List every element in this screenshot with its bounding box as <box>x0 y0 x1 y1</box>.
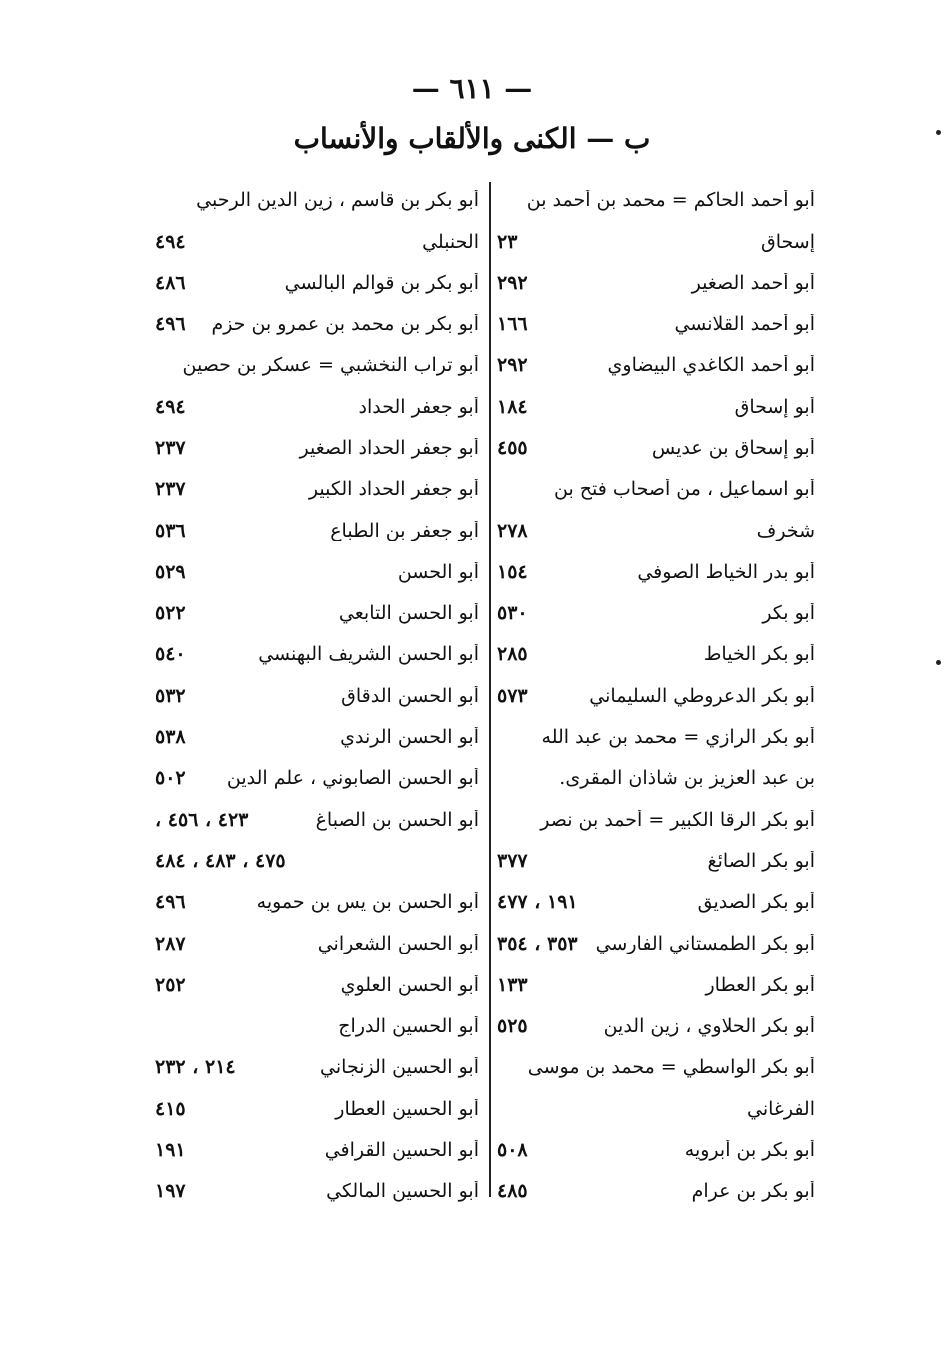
entry-page-numbers: ٢٨٧ <box>155 932 186 955</box>
entry-name: أبو الحسن الصابوني ، علم الدين <box>226 768 479 790</box>
index-entry <box>497 180 815 221</box>
entry-name: أبو الحسين الزنجاني <box>320 1057 479 1079</box>
entry-page-numbers: ٢٣ <box>497 230 518 253</box>
entry-page-numbers: ٢٧٨ <box>497 519 528 542</box>
index-entry <box>497 882 815 923</box>
index-entry <box>497 263 815 304</box>
entry-name: أبو بكر الحلاوي ، زين الدين <box>603 1016 815 1038</box>
index-entry <box>155 758 479 799</box>
index-entry <box>155 923 479 964</box>
entry-page-numbers: ٥٠٨ <box>497 1139 528 1162</box>
index-entry <box>155 510 479 551</box>
index-entry <box>497 1130 815 1171</box>
index-entry <box>497 799 815 840</box>
entry-name: أبو الحسن الشعراني <box>317 933 479 955</box>
entry-name: أبو الحسن العلوي <box>340 974 479 996</box>
index-entry <box>497 1171 815 1212</box>
entry-name: أبو الحسين القرافي <box>324 1140 479 1161</box>
index-entry <box>155 469 479 510</box>
index-entry <box>497 469 815 510</box>
index-entry <box>155 965 479 1006</box>
entry-name: الحنبلي <box>422 231 479 253</box>
index-entry <box>155 386 479 427</box>
entry-name: أبو بكر بن عرام <box>691 1181 815 1203</box>
index-entry <box>497 345 815 386</box>
entry-name: أبو الحسين المالكي <box>326 1181 479 1203</box>
right-column <box>497 180 815 1212</box>
index-entry <box>155 1089 479 1130</box>
entry-name: أبو جعفر الحداد <box>358 396 479 418</box>
index-entry <box>497 923 815 964</box>
index-entry <box>155 1130 479 1171</box>
index-entry <box>497 304 815 345</box>
entry-name: أبو بكر الخياط <box>703 644 815 666</box>
entry-page-numbers: ٤٩٤ <box>155 230 186 253</box>
entry-page-numbers: ٤٧٥ ، ٤٨٣ ، ٤٨٤ <box>155 849 286 872</box>
index-entry <box>155 634 479 675</box>
entry-page-numbers: ٥٣٨ <box>155 726 186 749</box>
entry-name: أبو بكر بن قاسم ، زين الدين الرحبي <box>196 190 479 212</box>
entry-name: أبو اسماعيل ، من أصحاب فتح بن <box>553 479 815 501</box>
index-entry <box>497 676 815 717</box>
entry-name: أبو الحسن بن يس بن حمويه <box>256 892 479 914</box>
index-entry <box>155 428 479 469</box>
entry-page-numbers: ١٩١ <box>155 1139 186 1162</box>
index-entry <box>497 1006 815 1047</box>
entry-page-numbers: ١٨٤ <box>497 395 528 418</box>
entry-page-numbers: ٢٨٥ <box>497 643 528 666</box>
entry-name: أبو بكر الطمستاني الفارسي <box>595 933 815 955</box>
entry-page-numbers: ٤٥٥ <box>497 436 528 459</box>
entry-name: أبو الحسن الشريف البهنسي <box>258 644 479 666</box>
entry-name: أبو إسحاق بن عديس <box>651 437 815 459</box>
index-entry <box>155 263 479 304</box>
entry-name: أبو أحمد الكاغدي البيضاوي <box>607 355 815 377</box>
entry-page-numbers: ٣٧٧ <box>497 849 528 872</box>
entry-name: أبو الحسين الدراج <box>338 1016 479 1038</box>
entry-page-numbers: ٤٨٥ <box>497 1180 528 1203</box>
entry-page-numbers: ٥٤٠ <box>155 643 186 666</box>
entry-name: أبو بكر الصديق <box>697 892 815 914</box>
index-entry <box>497 634 815 675</box>
entry-page-numbers: ٥٣٢ <box>155 684 186 707</box>
margin-speck <box>936 130 941 135</box>
index-entry <box>497 510 815 551</box>
entry-page-numbers: ٥٢٢ <box>155 602 186 625</box>
index-entry <box>155 552 479 593</box>
entry-page-numbers: ١٥٤ <box>497 560 528 583</box>
index-entry <box>497 593 815 634</box>
entry-page-numbers: ٢٩٢ <box>497 271 528 294</box>
entry-page-numbers: ٤٨٦ <box>155 271 186 294</box>
entry-page-numbers: ٢٩٢ <box>497 354 528 377</box>
entry-page-numbers: ٢١٤ ، ٢٣٢ <box>155 1056 236 1079</box>
index-entry <box>497 965 815 1006</box>
index-entry <box>155 345 479 386</box>
entry-name: بن عبد العزيز بن شاذان المقرى. <box>559 768 815 790</box>
column-divider <box>489 182 491 1197</box>
index-entry <box>497 1089 815 1130</box>
entry-name: أبو بكر الصائغ <box>707 850 815 872</box>
index-entry <box>497 552 815 593</box>
entry-name: أبو بكر بن قوالم البالسي <box>284 272 479 294</box>
entry-name: أبو أحمد القلانسي <box>674 314 815 335</box>
index-entry <box>155 180 479 221</box>
entry-name: أبو الحسن الدقاق <box>341 685 479 707</box>
index-entry <box>155 1006 479 1047</box>
entry-name: أبو الحسن <box>397 561 479 583</box>
entry-name: أبو بكر الواسطي = محمد بن موسى <box>527 1057 815 1079</box>
entry-page-numbers: ١٩١ ، ٤٧٧ <box>497 891 578 914</box>
entry-name: أبو الحسين العطار <box>335 1098 479 1120</box>
index-entry <box>155 304 479 345</box>
entry-name: أبو بكر بن محمد بن عمرو بن حزم <box>211 314 479 335</box>
index-entry <box>155 1171 479 1212</box>
entry-name: أبو بكر الدعروطي السليماني <box>589 685 815 707</box>
index-entry <box>497 221 815 262</box>
margin-speck <box>936 660 941 665</box>
index-entry <box>155 717 479 758</box>
entry-name: أبو أحمد الصغير <box>691 272 815 294</box>
entry-name: إسحاق <box>761 231 815 253</box>
index-entry <box>155 221 479 262</box>
entry-page-numbers: ٢٣٧ <box>155 436 186 459</box>
index-entry <box>497 428 815 469</box>
page-title: ب — الكنى والألقاب والأنساب <box>293 122 651 155</box>
entry-page-numbers: ٥٠٢ <box>155 767 186 790</box>
entry-page-numbers: ٥٧٣ <box>497 684 528 707</box>
entry-page-numbers: ٤٩٤ <box>155 395 186 418</box>
index-entry <box>155 882 479 923</box>
page-number: — ٦١١ — <box>411 72 533 105</box>
index-entry <box>497 841 815 882</box>
entry-page-numbers: ٤١٥ <box>155 1097 186 1120</box>
entry-name: أبو بكر الرقا الكبير = أحمد بن نصر <box>540 809 815 831</box>
entry-page-numbers: ٥٣٠ <box>497 602 528 625</box>
entry-name: أبو الحسن الرندي <box>340 727 479 748</box>
entry-name: أبو بدر الخياط الصوفي <box>637 561 815 583</box>
index-entry <box>155 799 479 840</box>
entry-name: أبو الحسن بن الصباغ <box>315 809 479 831</box>
entry-name: أبو بكر <box>762 603 815 625</box>
entry-page-numbers: ٤٩٦ <box>155 313 186 336</box>
entry-name: الفرغاني <box>746 1098 815 1120</box>
index-entry <box>497 386 815 427</box>
entry-name: أبو بكر العطار <box>705 974 815 996</box>
entry-page-numbers: ٥٢٥ <box>497 1015 528 1038</box>
entry-page-numbers: ٢٥٢ <box>155 973 186 996</box>
index-entry <box>497 1047 815 1088</box>
entry-page-numbers: ٥٢٩ <box>155 560 186 583</box>
index-entry <box>155 1047 479 1088</box>
entry-page-numbers: ٢٣٧ <box>155 478 186 501</box>
entry-page-numbers: ٥٣٦ <box>155 519 186 542</box>
index-entry <box>155 593 479 634</box>
entry-page-numbers: ٤٩٦ <box>155 891 186 914</box>
index-entry <box>155 841 479 882</box>
entry-name: أبو جعفر الحداد الصغير <box>299 437 479 459</box>
entry-page-numbers: ١٦٦ <box>497 313 528 336</box>
entry-name: أبو إسحاق <box>734 396 815 418</box>
entry-name: أبو جعفر الحداد الكبير <box>308 479 479 501</box>
entry-page-numbers: ٤٢٣ ، ٤٥٦ ، <box>155 808 249 831</box>
entry-name: أبو بكر بن أبرويه <box>684 1140 815 1161</box>
index-entry <box>497 758 815 799</box>
entry-name: أبو بكر الرازي = محمد بن عبد الله <box>541 727 815 748</box>
entry-name: أبو أحمد الحاكم = محمد بن أحمد بن <box>526 190 815 212</box>
entry-name: أبو الحسن التابعي <box>338 603 479 625</box>
entry-name: أبو تراب النخشبي = عسكر بن حصين <box>182 355 479 377</box>
index-entry <box>497 717 815 758</box>
entry-page-numbers: ١٩٧ <box>155 1180 186 1203</box>
entry-name: أبو جعفر بن الطباع <box>330 520 479 542</box>
left-column <box>155 180 479 1212</box>
entry-page-numbers: ١٣٣ <box>497 973 528 996</box>
index-entry <box>155 676 479 717</box>
entry-page-numbers: ٣٥٣ ، ٣٥٤ <box>497 932 578 955</box>
entry-name: شخرف <box>756 520 815 542</box>
